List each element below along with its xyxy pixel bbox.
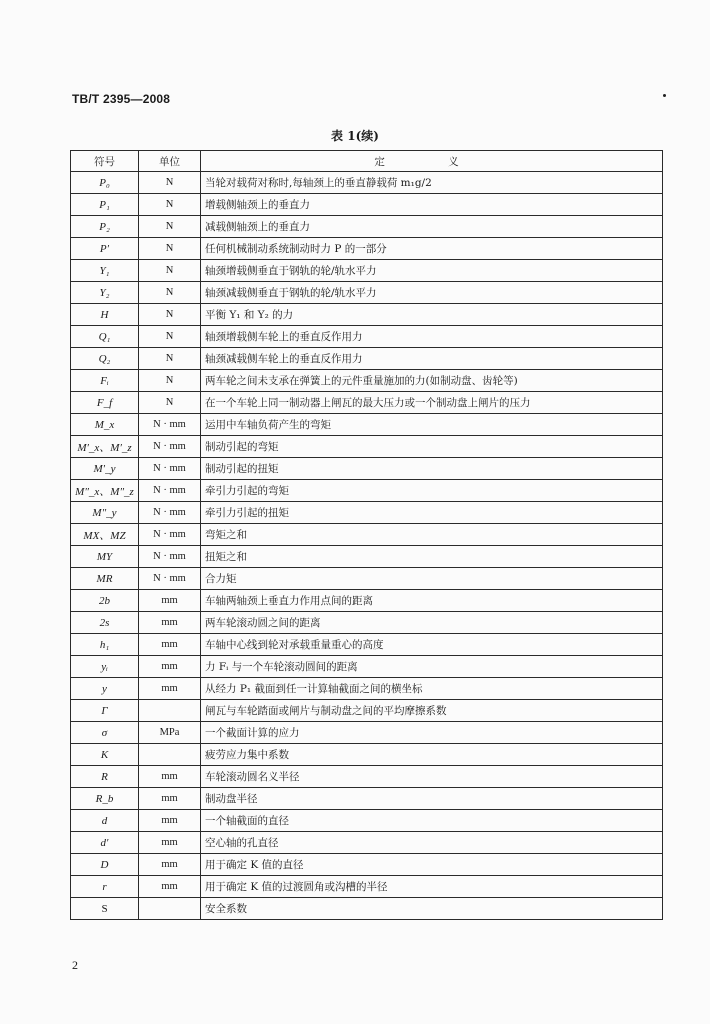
unit-cell: mm [139, 634, 201, 656]
symbol-cell: r [71, 876, 139, 898]
table-row [71, 700, 663, 722]
page-number: 2 [72, 958, 78, 972]
symbol-cell: P′ [71, 238, 139, 260]
definition-cell: 制动引起的弯矩 [201, 436, 663, 458]
table-row [71, 546, 663, 568]
table-row [71, 392, 663, 414]
table-row [71, 744, 663, 766]
unit-cell: N · mm [139, 480, 201, 502]
symbol-cell: M_x [71, 414, 139, 436]
symbol-cell: Q₁ [71, 326, 139, 348]
table-row [71, 194, 663, 216]
scan-mark [663, 94, 666, 97]
symbol-cell: Q₂ [71, 348, 139, 370]
table-row [71, 678, 663, 700]
unit-cell: N [139, 216, 201, 238]
unit-cell: N [139, 194, 201, 216]
unit-cell: mm [139, 788, 201, 810]
symbol-cell: Y₂ [71, 282, 139, 304]
definition-cell: 疲劳应力集中系数 [201, 744, 663, 766]
table-row [71, 832, 663, 854]
symbol-cell: Fᵢ [71, 370, 139, 392]
symbol-cell: Γ [71, 700, 139, 722]
symbol-cell: d [71, 810, 139, 832]
table-row [71, 656, 663, 678]
unit-cell: N [139, 304, 201, 326]
table-row [71, 414, 663, 436]
unit-cell: N [139, 172, 201, 194]
table-row [71, 304, 663, 326]
unit-cell [139, 700, 201, 722]
definition-cell: 空心轴的孔直径 [201, 832, 663, 854]
definition-cell: 扭矩之和 [201, 546, 663, 568]
table-row [71, 854, 663, 876]
definition-cell: 制动引起的扭矩 [201, 458, 663, 480]
symbol-cell: h₁ [71, 634, 139, 656]
definition-cell: 力 Fᵢ 与一个车轮滚动圆间的距离 [201, 656, 663, 678]
definition-cell: 牵引力引起的扭矩 [201, 502, 663, 524]
unit-cell: N · mm [139, 458, 201, 480]
definition-cell: 轴颈增载侧车轮上的垂直反作用力 [201, 326, 663, 348]
header-definition: 定 义 [201, 151, 663, 172]
definition-cell: 弯矩之和 [201, 524, 663, 546]
unit-cell: mm [139, 854, 201, 876]
definition-cell: 车轴中心线到轮对承载重量重心的高度 [201, 634, 663, 656]
unit-cell: N · mm [139, 568, 201, 590]
unit-cell: N [139, 392, 201, 414]
table-row [71, 810, 663, 832]
table-caption: 表 1(续) [331, 129, 379, 143]
symbol-cell: H [71, 304, 139, 326]
unit-cell: mm [139, 876, 201, 898]
unit-cell: N [139, 282, 201, 304]
symbol-cell: Y₁ [71, 260, 139, 282]
symbol-cell: R [71, 766, 139, 788]
definition-cell: 车轮滚动圆名义半径 [201, 766, 663, 788]
symbol-cell: R_b [71, 788, 139, 810]
table-row [71, 458, 663, 480]
table-row [71, 722, 663, 744]
definition-cell: 轴颈减载侧车轮上的垂直反作用力 [201, 348, 663, 370]
unit-cell: N [139, 238, 201, 260]
unit-cell: mm [139, 678, 201, 700]
definition-cell: 增载侧轴颈上的垂直力 [201, 194, 663, 216]
table-row [71, 172, 663, 194]
definition-cell: 制动盘半径 [201, 788, 663, 810]
table-row [71, 502, 663, 524]
symbol-cell: MX、MZ [71, 524, 139, 546]
table-row [71, 568, 663, 590]
unit-cell: N [139, 260, 201, 282]
unit-cell: mm [139, 656, 201, 678]
definition-cell: 轴颈减载侧垂直于钢轨的轮/轨水平力 [201, 282, 663, 304]
unit-cell: mm [139, 810, 201, 832]
unit-cell: N [139, 348, 201, 370]
symbol-cell: d′ [71, 832, 139, 854]
symbol-cell: P₁ [71, 194, 139, 216]
definition-cell: 当轮对载荷对称时,每轴颈上的垂直静载荷 m₁g/2 [201, 172, 663, 194]
table-row [71, 348, 663, 370]
symbol-cell: F_f [71, 392, 139, 414]
table-row [71, 436, 663, 458]
definition-cell: 一个截面计算的应力 [201, 722, 663, 744]
definition-cell: 两车轮滚动圆之间的距离 [201, 612, 663, 634]
unit-cell: N · mm [139, 524, 201, 546]
table-row [71, 282, 663, 304]
symbol-cell: 2b [71, 590, 139, 612]
unit-cell: mm [139, 766, 201, 788]
definition-cell: 两车轮之间未支承在弹簧上的元件重量施加的力(如制动盘、齿轮等) [201, 370, 663, 392]
symbol-cell: y [71, 678, 139, 700]
table-row [71, 876, 663, 898]
definition-cell: 平衡 Y₁ 和 Y₂ 的力 [201, 304, 663, 326]
definition-cell: 用于确定 K 值的直径 [201, 854, 663, 876]
table-row [71, 480, 663, 502]
unit-cell [139, 898, 201, 920]
symbol-cell: M′_x、M′_z [71, 436, 139, 458]
symbol-cell: MR [71, 568, 139, 590]
symbol-cell: 2s [71, 612, 139, 634]
table-row [71, 898, 663, 920]
definition-cell: 轴颈增载侧垂直于钢轨的轮/轨水平力 [201, 260, 663, 282]
header-unit: 单位 [139, 151, 201, 172]
table-row [71, 326, 663, 348]
table-row [71, 238, 663, 260]
symbol-cell: σ [71, 722, 139, 744]
unit-cell: mm [139, 590, 201, 612]
table-row [71, 260, 663, 282]
unit-cell: N · mm [139, 436, 201, 458]
unit-cell: N · mm [139, 502, 201, 524]
table-row [71, 766, 663, 788]
unit-cell: mm [139, 612, 201, 634]
symbol-cell: D [71, 854, 139, 876]
symbol-cell: P₂ [71, 216, 139, 238]
definition-cell: 减载侧轴颈上的垂直力 [201, 216, 663, 238]
unit-cell: mm [139, 832, 201, 854]
definition-cell: 任何机械制动系统制动时力 P 的一部分 [201, 238, 663, 260]
symbol-cell: yᵢ [71, 656, 139, 678]
symbol-cell: M′_y [71, 458, 139, 480]
definition-cell: 车轴两轴颈上垂直力作用点间的距离 [201, 590, 663, 612]
symbol-cell: P₀ [71, 172, 139, 194]
symbol-cell: K [71, 744, 139, 766]
unit-cell: N · mm [139, 546, 201, 568]
unit-cell: N · mm [139, 414, 201, 436]
definition-cell: 合力矩 [201, 568, 663, 590]
definition-cell: 从经力 P₁ 截面到任一计算轴截面之间的横坐标 [201, 678, 663, 700]
definition-cell: 闸瓦与车轮踏面或闸片与制动盘之间的平均摩擦系数 [201, 700, 663, 722]
definition-cell: 用于确定 K 值的过渡圆角或沟槽的半径 [201, 876, 663, 898]
table-row [71, 612, 663, 634]
table-row [71, 634, 663, 656]
unit-cell: N [139, 370, 201, 392]
symbol-cell: MY [71, 546, 139, 568]
unit-cell: N [139, 326, 201, 348]
definition-cell: 牵引力引起的弯矩 [201, 480, 663, 502]
symbol-cell: M″_y [71, 502, 139, 524]
definition-cell: 一个轴截面的直径 [201, 810, 663, 832]
table-row [71, 524, 663, 546]
definition-cell: 运用中车轴负荷产生的弯矩 [201, 414, 663, 436]
table-row [71, 370, 663, 392]
table-row [71, 788, 663, 810]
header-symbol: 符号 [71, 151, 139, 172]
table-row [71, 216, 663, 238]
symbol-cell: M″_x、M″_z [71, 480, 139, 502]
table-row [71, 590, 663, 612]
symbol-cell: S [71, 898, 139, 920]
definition-cell: 在一个车轮上同一制动器上闸瓦的最大压力或一个制动盘上闸片的压力 [201, 392, 663, 414]
unit-cell [139, 744, 201, 766]
standard-code: TB/T 2395—2008 [72, 92, 171, 106]
table-header-row [71, 151, 663, 172]
unit-cell: MPa [139, 722, 201, 744]
symbols-table [70, 150, 663, 920]
definition-cell: 安全系数 [201, 898, 663, 920]
